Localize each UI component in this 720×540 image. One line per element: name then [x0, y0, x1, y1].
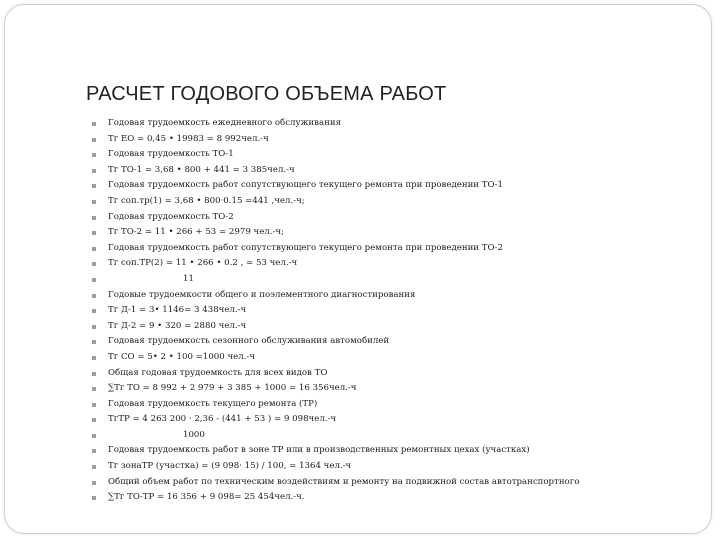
bullet-icon: [92, 481, 96, 485]
list-item-text: ТгТР = 4 263 200 · 2,36 - (441 + 53 ) = 9 098чел.-ч: [108, 414, 337, 425]
slide: [4, 4, 712, 534]
list-item: [5, 335, 717, 351]
list-item-text: Годовая трудоемкость ТО-1: [108, 149, 234, 160]
bullet-icon: [92, 153, 96, 157]
bullet-icon: [92, 294, 96, 298]
bullet-icon: [92, 262, 96, 266]
slide-title: РАСЧЕТ ГОДОВОГО ОБЪЕМА РАБОТ: [86, 83, 447, 105]
list-item: [5, 133, 717, 149]
list-item-text: Годовая трудоемкость ежедневного обслуживания: [108, 118, 341, 128]
bullet-icon: [92, 356, 96, 360]
bullet-icon: [92, 325, 96, 329]
list-item: [5, 117, 717, 133]
list-item-text: Тг соп.ТР(2) = 11 • 266 • 0.2 , = 53 чел.-ч: [108, 258, 298, 269]
bullet-icon: [92, 387, 96, 391]
bullet-icon: [92, 403, 96, 407]
bullet-icon: [92, 449, 96, 453]
list-item-text: Общая годовая трудоемкость для всех видов ТО: [108, 367, 328, 378]
list-item: [5, 351, 717, 367]
content-list: [5, 117, 717, 507]
list-item: [5, 148, 717, 164]
list-item-text: Годовая трудоемкость работ сопутствующего текущего ремонта при проведении ТО-1: [108, 180, 503, 191]
bullet-icon: [92, 496, 96, 500]
bullet-icon: [92, 122, 96, 126]
list-item: [5, 398, 717, 414]
list-item: [5, 382, 717, 398]
list-item-text: Тг зонаТР (участка) = (9 098· 15) / 100, = 1364 чел.-ч: [108, 461, 352, 472]
list-item: [5, 179, 717, 195]
list-item: [5, 164, 717, 180]
list-item-text: Тг ТО-2 = 11 • 266 + 53 = 2979 чел.-ч;: [108, 227, 284, 238]
list-item-text: Годовая трудоемкость текущего ремонта (ТР): [108, 398, 318, 409]
bullet-icon: [92, 309, 96, 313]
list-item-text: Тг СО = 5• 2 • 100 =1000 чел.-ч: [108, 351, 256, 362]
list-item-text: 11: [183, 273, 194, 284]
list-item-text: Годовая трудоемкость работ в зоне ТР или в производственных ремонтных цехах (участках): [108, 445, 530, 456]
bullet-icon: [92, 231, 96, 235]
bullet-icon: [92, 184, 96, 188]
list-item-text: Тг Д-1 = 3• 1146= 3 438чел.-ч: [108, 305, 247, 316]
list-item: [5, 429, 717, 445]
bullet-icon: [92, 216, 96, 220]
list-item: [5, 195, 717, 211]
list-item: [5, 289, 717, 305]
list-item-text: Тг ЕО = 0,45 • 19983 = 8 992чел.-ч: [108, 133, 269, 144]
list-item-text: ∑Тг ТО-ТР = 16 356 + 9 098= 25 454чел.-ч.: [108, 492, 305, 503]
list-item-text: Тг ТО-1 = 3,68 • 800 + 441 = 3 385чел.-ч: [108, 164, 295, 175]
list-item: [5, 257, 717, 273]
list-item: [5, 444, 717, 460]
list-item: [5, 367, 717, 383]
list-item: [5, 460, 717, 476]
bullet-icon: [92, 418, 96, 422]
list-item: [5, 320, 717, 336]
list-item-text: 1000: [183, 429, 205, 440]
list-item: [5, 211, 717, 227]
bullet-icon: [92, 372, 96, 376]
list-item-text: Тг соп.тр(1) = 3,68 • 800·0.15 =441 ,чел.-ч;: [108, 195, 305, 206]
bullet-icon: [92, 434, 96, 438]
list-item: [5, 413, 717, 429]
bullet-icon: [92, 465, 96, 469]
list-item: [5, 242, 717, 258]
list-item: [5, 491, 717, 507]
list-item-text: Годовая трудоемкость работ сопутствующего текущего ремонта при проведении ТО-2: [108, 242, 503, 253]
list-item-text: Тг Д-2 = 9 • 320 = 2880 чел.-ч: [108, 320, 247, 331]
list-item: [5, 304, 717, 320]
list-item-text: Годовая трудоемкость ТО-2: [108, 211, 234, 222]
list-item: [5, 226, 717, 242]
bullet-icon: [92, 200, 96, 204]
bullet-icon: [92, 169, 96, 173]
list-item-text: Годовые трудоемкости общего и поэлементного диагностирования: [108, 289, 416, 300]
bullet-icon: [92, 138, 96, 142]
bullet-icon: [92, 340, 96, 344]
bullet-icon: [92, 247, 96, 251]
list-item: [5, 273, 717, 289]
list-item-text: Общий объем работ по техническим воздействиям и ремонту на подвижной состав автотранспортного: [108, 476, 580, 487]
list-item-text: ∑Тг ТО = 8 992 + 2 979 + 3 385 + 1000 = 16 356чел.-ч: [108, 383, 357, 394]
bullet-icon: [92, 278, 96, 282]
list-item: [5, 476, 717, 492]
list-item-text: Годовая трудоемкость сезонного обслуживания автомобилей: [108, 336, 390, 347]
